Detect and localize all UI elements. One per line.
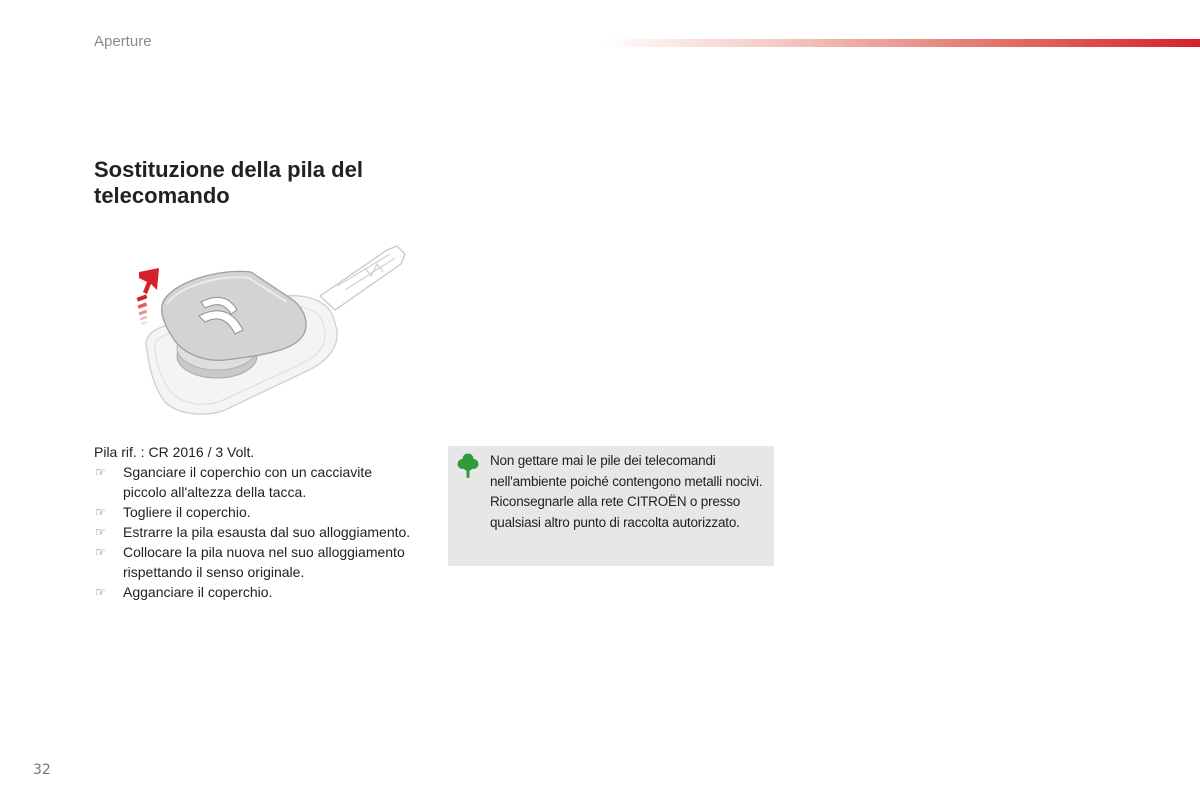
step-text: Sganciare il coperchio con un cacciavite piccolo all'altezza della tacca. <box>123 464 373 500</box>
instructions-block <box>94 442 414 602</box>
remote-cover <box>162 271 306 360</box>
lift-arrow-icon <box>137 268 159 325</box>
step-item <box>94 582 414 602</box>
section-label: Aperture <box>94 33 152 50</box>
battery-reference: Pila rif. : CR 2016 / 3 Volt. <box>94 444 255 460</box>
pointing-hand-icon: ☞ <box>95 585 106 599</box>
step-text: Agganciare il coperchio. <box>123 584 273 600</box>
pointing-hand-icon: ☞ <box>95 505 106 519</box>
step-text: Estrarre la pila esausta dal suo alloggiamento. <box>123 524 411 540</box>
page-number: 32 <box>33 762 51 778</box>
note-return-instruction: Riconsegnarle alla rete CITROËN o presso qualsiasi altro punto di raccolta autorizzato. <box>490 494 741 530</box>
note-warning: Non gettare mai le pile dei telecomandi nell'ambiente poiché contengono metalli nocivi. <box>490 453 763 489</box>
header-accent-bar <box>600 39 1200 47</box>
step-item <box>94 462 414 502</box>
environment-note <box>448 446 774 566</box>
steps-list <box>94 462 414 602</box>
key-blade <box>320 246 405 310</box>
pointing-hand-icon: ☞ <box>95 465 106 479</box>
note-text <box>490 451 770 533</box>
step-item <box>94 542 414 582</box>
step-text: Collocare la pila nuova nel suo alloggiamento rispettando il senso originale. <box>123 544 405 580</box>
pointing-hand-icon: ☞ <box>95 525 106 539</box>
step-item <box>94 522 414 542</box>
remote-key-illustration <box>125 238 415 418</box>
step-text: Togliere il coperchio. <box>123 504 251 520</box>
tree-environment-icon <box>457 453 479 479</box>
pointing-hand-icon: ☞ <box>95 545 106 559</box>
step-item <box>94 502 414 522</box>
page-title: Sostituzione della pila del telecomando <box>94 157 363 208</box>
